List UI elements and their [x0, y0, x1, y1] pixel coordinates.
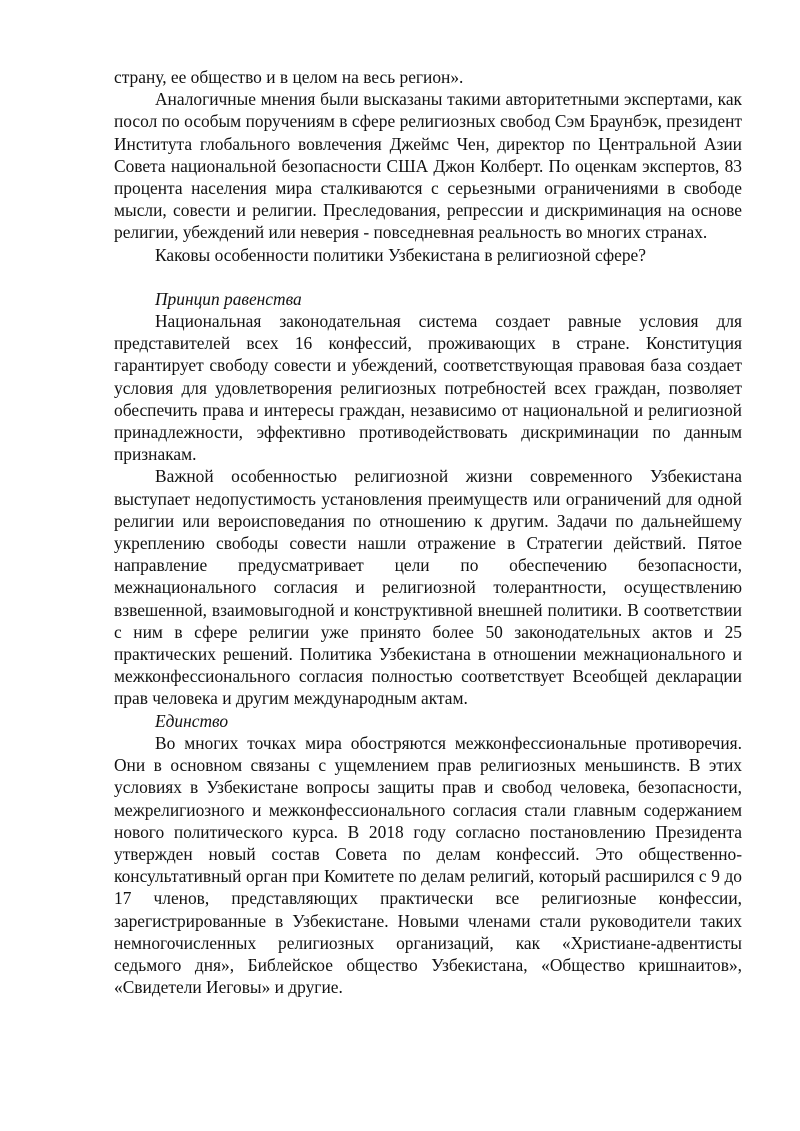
document-page	[114, 66, 742, 998]
paragraph-question: Каковы особенности политики Узбекистана в религиозной сфере?	[155, 244, 646, 265]
paragraph-interfaith: Во многих точках мира обостряются межконфессиональные противоречия. Они в основном связаны с ущемлением прав религиозных меньшинств. В этих условиях в Узбекистане вопросы защиты прав и свобод человека, безопасности, межрелигиозного и межконфессионального согласия стали главным содержанием нового политического курса. В 2018 году согласно постановлению Президента утвержден новый состав Совета по делам конфессий. Это общественно-консультативный орган при Комитете по делам религий, который расширился с 9 до 17 членов, представляющих практически все религиозные конфессии, зарегистрированные в Узбекистане. Новыми членами стали руководители таких немногочисленных религиозных организаций, как «Христиане-адвентисты седьмого дня», Библейское общество Узбекистана, «Общество кришнаитов», «Свидетели Иеговы» и другие.	[114, 732, 742, 998]
paragraph-continuation: страну, ее общество и в целом на весь регион».	[114, 67, 464, 87]
section-heading-unity: Единство	[155, 710, 229, 731]
paragraph-legislation: Национальная законодательная система создает равные условия для представителей всех 16 конфессий, проживающих в стране. Конституция гарантирует свободу совести и убеждений, соответствующая правовая база создает условия для удовлетворения религиозных потребностей всех граждан, позволяет обеспечить права и интересы граждан, независимо от национальной и религиозной принадлежности, эффективно противодействовать дискриминации по данным признакам.	[114, 311, 742, 465]
spacer	[114, 266, 742, 288]
paragraph-experts: Аналогичные мнения были высказаны такими авторитетными экспертами, как посол по особым поручениям в сфере религиозных свобод Сэм Браунбэк, президент Института глобального вовлечения Джеймс Чен, директор по Центральной Азии Совета национальной безопасности США Джон Колберт. По оценкам экспертов, 83 процента населения мира сталкиваются с серьезными ограничениями в свободе мысли, совести и религии. Преследования, репрессии и дискриминация на основе религии, убеждений или неверия - повседневная реальность во многих странах.	[114, 89, 742, 243]
section-heading-equality: Принцип равенства	[155, 288, 302, 309]
paragraph-religious-life: Важной особенностью религиозной жизни современного Узбекистана выступает недопустимость установления преимуществ или ограничений для одной религии или вероисповедания по отношению к другим. Задачи по дальнейшему укреплению свободы совести нашли отражение в Стратегии действий. Пятое направление предусматривает цели по обеспечению безопасности, межнационального согласия и религиозной толерантности, осуществлению взвешенной, взаимовыгодной и конструктивной внешней политики. В соответствии с ним в сфере религии уже принято более 50 законодательных актов и 25 практических решений. Политика Узбекистана в отношении межнационального и межконфессионального согласия полностью соответствует Всеобщей декларации прав человека и другим международным актам.	[114, 466, 742, 709]
